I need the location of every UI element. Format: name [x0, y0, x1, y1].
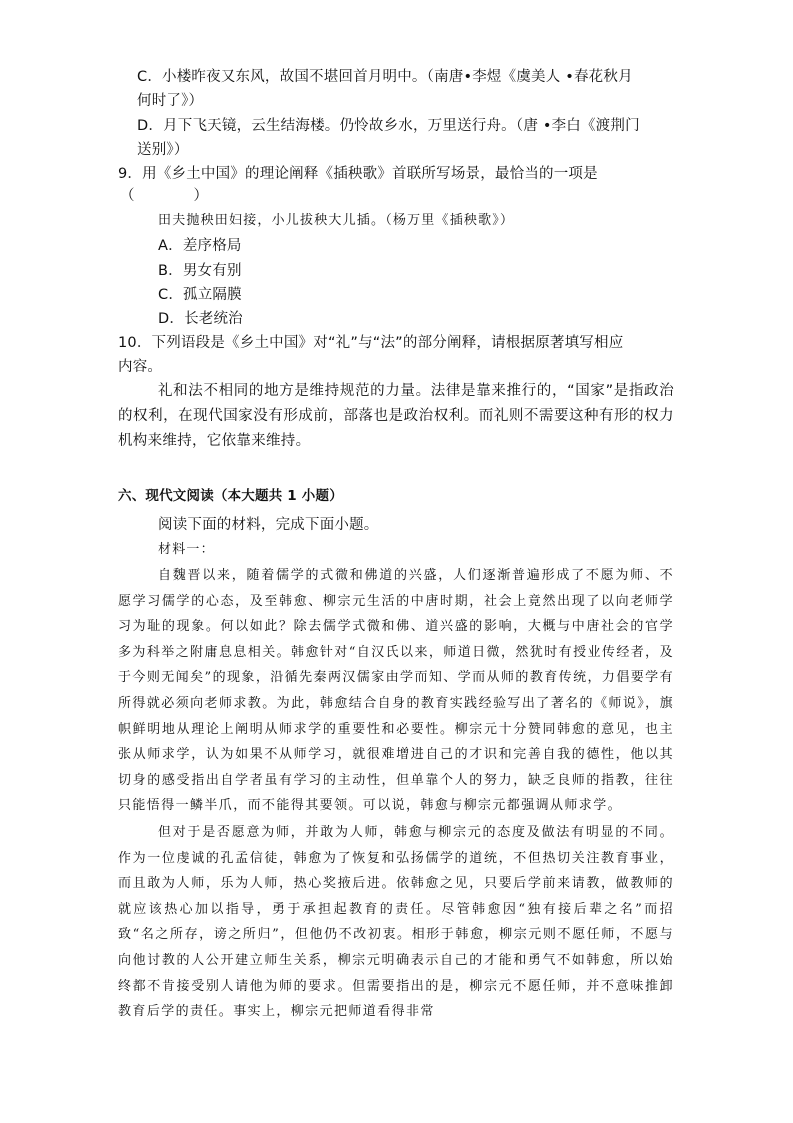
q9-stem: 9．用《乡土中国》的理论阐释《插秧歌》首联所写场景，最恰当的一项是	[118, 166, 598, 182]
q10-stem-line1: 10．下列语段是《乡土中国》对“礼”与“法”的部分阐释，请根据原著填写相应	[118, 335, 624, 351]
q9-option-d: D．长老统治	[158, 311, 243, 327]
q10-stem-line2: 内容。	[118, 359, 163, 375]
q8-option-d-line1: D．月下飞天镜，云生结海楼。仍怜故乡水，万里送行舟。（唐 •李白《渡荆门	[137, 118, 640, 134]
material-label: 材料一：	[158, 542, 215, 557]
section6-heading: 六、现代文阅读（本大题共 1 小题）	[118, 488, 343, 504]
q9-answer-blank: （ ）	[120, 188, 209, 204]
section6-instruction: 阅读下面的材料，完成下面小题。	[158, 517, 379, 533]
material1-paragraph2: 但对于是否愿意为师，并敢为人师，韩愈与柳宗元的态度及做法有明显的不同。作为一位虔诚的孔孟信徒，韩愈为了恢复和弘扬儒学的道统，不但热切关注教育事业，而且敢为人师，乐为人师，热心奖掖后进。依韩愈之见，只要后学前来请教，做教师的就应该热心加以指导，勇于承担起教育的责任。尽管韩愈因“独有接后辈之名”而招致“名之所存，谤之所归”，但他仍不改初衷。相形于韩愈，柳宗元则不愿任师，不愿与向他讨教的人公开建立师生关系，柳宗元明确表示自己的才能和勇气不如韩愈，所以始终都不肯接受别人请他为师的要求。但需要指出的是，柳宗元不愿任师，并不意味推卸教育后学的责任。事实上，柳宗元把师道看得非常	[118, 825, 674, 1020]
q9-option-c: C．孤立隔膜	[158, 287, 242, 303]
q8-option-c-line1: C．小楼昨夜又东风，故国不堪回首月明中。（南唐•李煜《虞美人 •春花秋月	[137, 69, 633, 85]
q9-option-b: B．男女有别	[158, 263, 242, 279]
q8-option-c-line2: 何时了》）	[137, 93, 204, 109]
q10-passage: 礼和法不相同的地方是维持规范的力量。法律是靠来推行的，“国家”是指政治的权利，在现代国家没有形成前，部落也是政治权利。而礼则不需要这种有形的权力机构来维持，它依靠来维持。	[118, 383, 674, 449]
q9-option-a: A．差序格局	[158, 238, 242, 254]
q9-poem: 田夫抛秧田妇接，小儿拔秧大儿插。（杨万里《插秧歌》）	[158, 213, 515, 228]
material1-paragraph1: 自魏晋以来，随着儒学的式微和佛道的兴盛，人们逐渐普遍形成了不愿为师、不愿学习儒学的心态，及至韩愈、柳宗元生活的中唐时期，社会上竟然出现了以向老师学习为耻的现象。何以如此？除去儒学式微和佛、道兴盛的影响，大概与中唐社会的官学多为科举之附庸息息相关。韩愈针对“自汉氏以来，师道日微，然犹时有授业传经者，及于今则无闻矣”的现象，沿循先秦两汉儒家由学而知、学而从师的教育传统，力倡要学有所得就必须向老师求教。为此，韩愈结合自身的教育实践经验写出了著名的《师说》，旗帜鲜明地从理论上阐明从师求学的重要性和必要性。柳宗元十分赞同韩愈的意见，也主张从师求学，认为如果不从师学习，就很难增进自己的才识和完善自我的德性，他以其切身的感受指出自学者虽有学习的主动性，但单靠个人的努力，缺乏良师的指教，往往只能悟得一鳞半爪，而不能得其要领。可以说，韩愈与柳宗元都强调从师求学。	[118, 568, 674, 814]
q8-option-d-line2: 送别》）	[137, 142, 189, 158]
